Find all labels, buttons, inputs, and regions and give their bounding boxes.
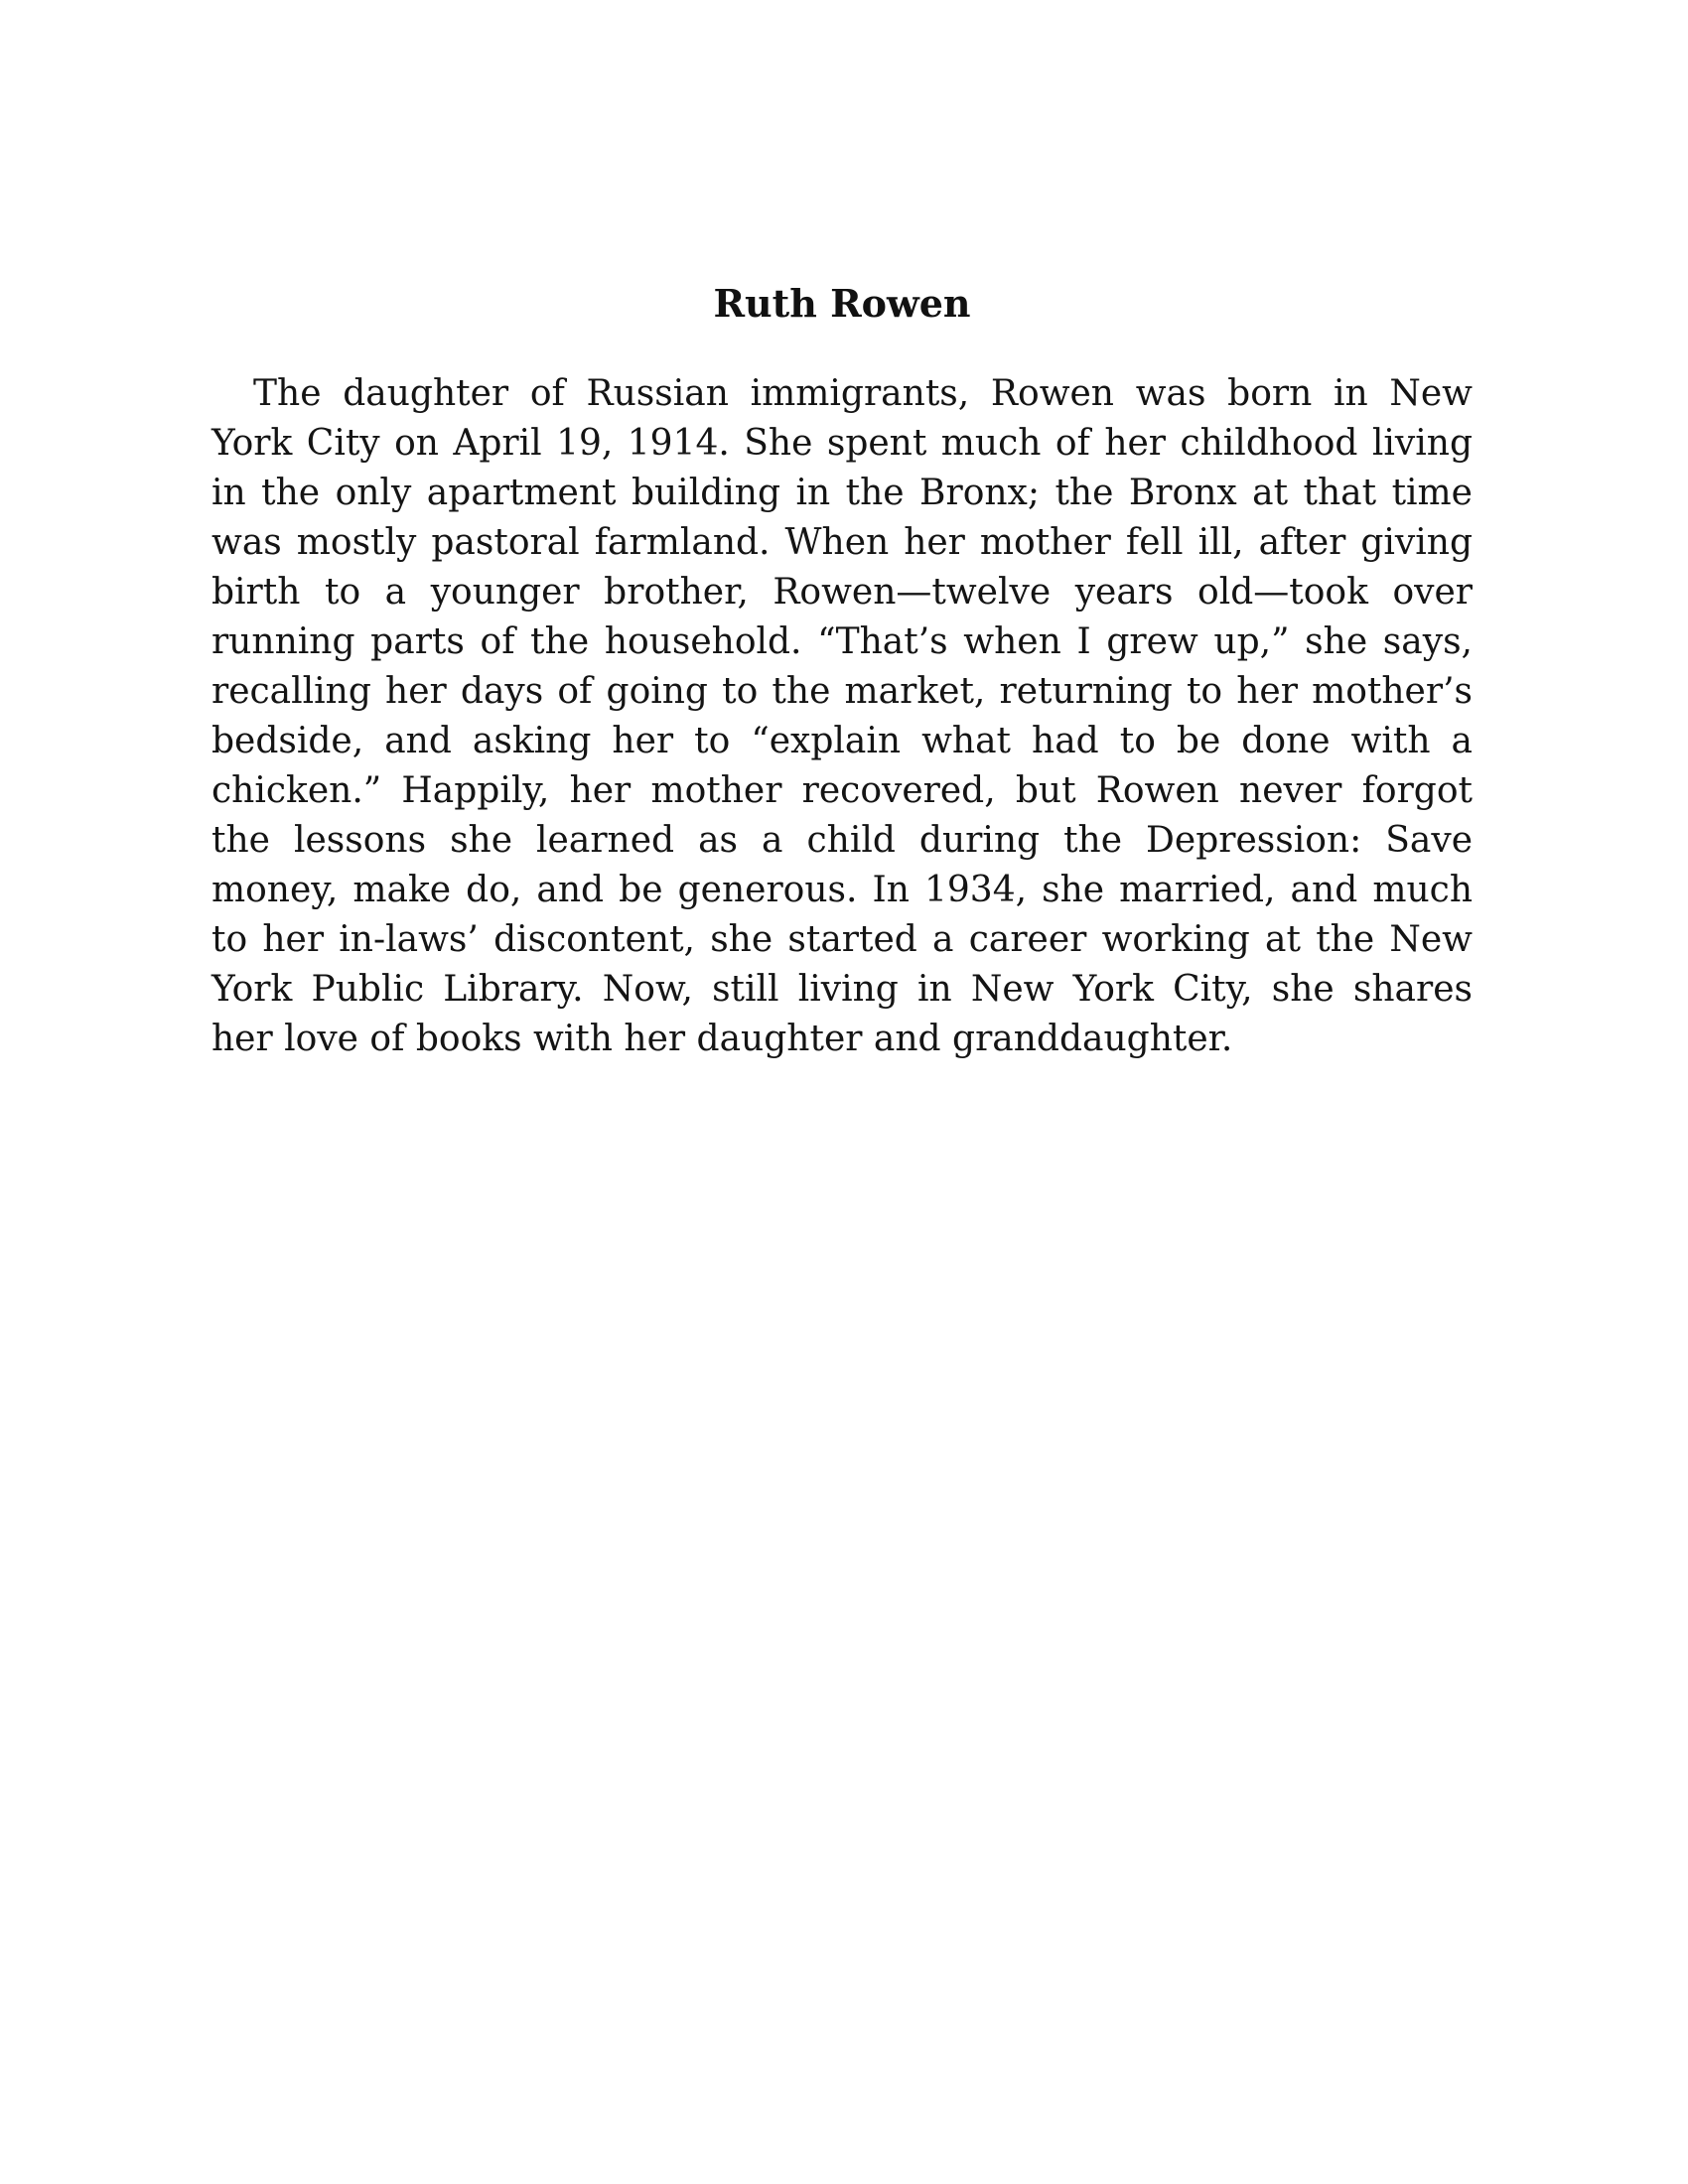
page-title: Ruth Rowen — [713, 281, 971, 326]
paragraph-line: money, make do, and be generous. In 1934, she married, and much — [211, 870, 1473, 910]
paragraph-line: recalling her days of going to the market, returning to her mother’s — [211, 671, 1473, 712]
paragraph-line: was mostly pastoral farmland. When her mother fell ill, after giving — [211, 522, 1473, 563]
biography-paragraph — [211, 369, 1473, 1064]
paragraph-line: to her in-laws’ discontent, she started a career working at the New — [211, 919, 1473, 960]
paragraph-line: The daughter of Russian immigrants, Rowen was born in New — [253, 373, 1473, 414]
paragraph-line: chicken.” Happily, her mother recovered, but Rowen never forgot — [211, 770, 1473, 811]
paragraph-line: birth to a younger brother, Rowen—twelve years old—took over — [211, 572, 1473, 613]
paragraph-line: York Public Library. Now, still living in New York City, she shares — [211, 969, 1473, 1010]
paragraph-line: running parts of the household. “That’s when I grew up,” she says, — [211, 621, 1473, 662]
paragraph-line: York City on April 19, 1914. She spent much of her childhood living — [211, 423, 1473, 464]
paragraph-line: the lessons she learned as a child during the Depression: Save — [211, 820, 1473, 861]
paragraph-line: her love of books with her daughter and granddaughter. — [211, 1019, 1233, 1059]
paragraph-line: bedside, and asking her to “explain what had to be done with a — [211, 721, 1473, 761]
paragraph-line: in the only apartment building in the Bronx; the Bronx at that time — [211, 473, 1473, 513]
